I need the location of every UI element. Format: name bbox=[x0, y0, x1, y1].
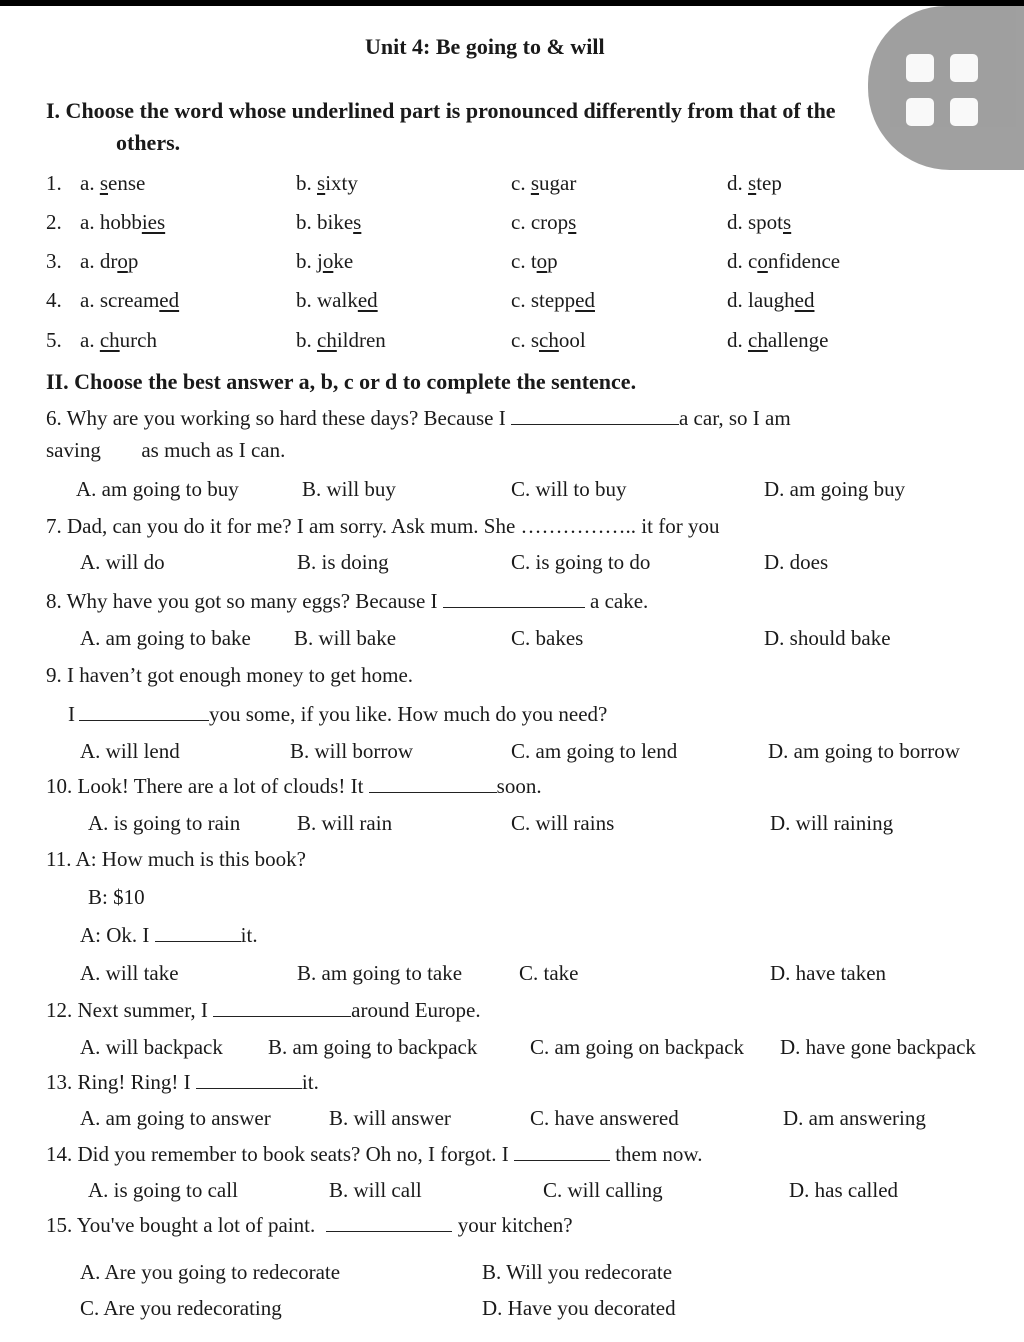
q1-option-c[interactable] bbox=[511, 170, 576, 196]
q15-option-a[interactable]: A. Are you going to redecorate bbox=[80, 1260, 341, 1284]
option-text: ense bbox=[108, 171, 146, 195]
q15-option-d[interactable]: D. Have you decorated bbox=[482, 1296, 676, 1320]
underlined-part: o bbox=[322, 249, 334, 273]
q14-option-c[interactable]: C. will calling bbox=[543, 1178, 663, 1202]
q14-option-b[interactable]: B. will call bbox=[329, 1178, 422, 1202]
q13-option-a[interactable]: A. am going to answer bbox=[80, 1106, 271, 1130]
option-text: ool bbox=[558, 328, 586, 352]
answer-blank[interactable] bbox=[213, 998, 351, 1017]
option-text: d. bbox=[727, 328, 748, 352]
option-text: p bbox=[547, 249, 558, 273]
q2-option-b[interactable] bbox=[296, 209, 361, 235]
question-10-text: 10. Look! There are a lot of clouds! It bbox=[46, 774, 364, 798]
q3-option-b[interactable] bbox=[296, 248, 353, 274]
question-13 bbox=[46, 1069, 319, 1095]
answer-blank[interactable] bbox=[326, 1213, 452, 1232]
q8-option-d[interactable]: D. should bake bbox=[764, 626, 891, 650]
question-number: 5. bbox=[46, 328, 62, 352]
underlined-part: ed bbox=[357, 288, 378, 312]
grid-square-icon bbox=[950, 98, 978, 126]
question-9-text-pre: I bbox=[68, 702, 75, 726]
q7-option-c[interactable]: C. is going to do bbox=[511, 550, 651, 574]
grid-square-icon bbox=[950, 54, 978, 82]
option-text: b. walk bbox=[296, 288, 358, 312]
question-12-text-end: around Europe. bbox=[351, 998, 481, 1022]
grid-square-icon bbox=[906, 98, 934, 126]
question-number: 2. bbox=[46, 210, 62, 234]
underlined-part: s bbox=[99, 171, 109, 195]
option-text: ixty bbox=[325, 171, 358, 195]
option-text: ugar bbox=[539, 171, 577, 195]
q6-option-c[interactable]: C. will to buy bbox=[511, 477, 627, 501]
question-10 bbox=[46, 773, 542, 799]
question-9-text-post: you some, if you like. How much do you need? bbox=[209, 702, 608, 726]
question-6-text: 6. Why are you working so hard these days? Because I bbox=[46, 406, 506, 430]
q8-option-c[interactable]: C. bakes bbox=[511, 626, 584, 650]
question-11-text: 11. A: How much is this book? bbox=[46, 847, 306, 871]
underlined-part: s bbox=[748, 171, 757, 195]
q15-option-b[interactable]: B. Will you redecorate bbox=[482, 1260, 673, 1284]
option-text: b. j bbox=[296, 249, 323, 273]
underlined-part: ch bbox=[748, 328, 768, 352]
underlined-part: o bbox=[757, 249, 768, 273]
question-15 bbox=[46, 1212, 573, 1238]
question-9-cont bbox=[68, 701, 607, 727]
question-11-cont bbox=[80, 922, 258, 948]
question-12 bbox=[46, 997, 481, 1023]
q4-option-b[interactable] bbox=[296, 287, 378, 313]
q10-option-a[interactable]: A. is going to rain bbox=[88, 811, 241, 835]
underlined-part: ies bbox=[141, 210, 166, 234]
underlined-part: s bbox=[317, 171, 326, 195]
option-text: b. bbox=[296, 328, 317, 352]
question-10-text-end: soon. bbox=[496, 774, 542, 798]
option-text: a. scream bbox=[80, 288, 160, 312]
q3-option-c[interactable] bbox=[511, 248, 558, 274]
question-15-text-end: your kitchen? bbox=[457, 1213, 573, 1237]
option-text: b. bike bbox=[296, 210, 354, 234]
answer-blank[interactable] bbox=[369, 774, 497, 793]
question-11-text-post: it. bbox=[240, 923, 258, 947]
q13-option-c[interactable]: C. have answered bbox=[530, 1106, 679, 1130]
q5-option-a[interactable] bbox=[80, 327, 157, 353]
answer-blank[interactable] bbox=[514, 1142, 610, 1161]
q2-option-a[interactable] bbox=[80, 209, 165, 235]
option-text: a. bbox=[80, 171, 100, 195]
q11-option-a[interactable]: A. will take bbox=[80, 961, 179, 985]
underlined-part: ch bbox=[99, 328, 120, 352]
answer-blank[interactable] bbox=[443, 589, 585, 608]
q7-option-b[interactable]: B. is doing bbox=[297, 550, 389, 574]
option-text: nfidence bbox=[767, 249, 841, 273]
question-6-text-2a: saving bbox=[46, 438, 101, 462]
question-number: 1. bbox=[46, 171, 62, 195]
q10-option-b[interactable]: B. will rain bbox=[297, 811, 393, 835]
option-text: a. hobb bbox=[80, 210, 142, 234]
question-6 bbox=[46, 405, 791, 431]
section-1-heading: I. Choose the word whose underlined part is pronounced differently from that of the bbox=[46, 98, 836, 123]
answer-blank[interactable] bbox=[79, 702, 209, 721]
option-text: a. dr bbox=[80, 249, 118, 273]
q5-option-c[interactable] bbox=[511, 327, 586, 353]
option-text: c. s bbox=[511, 328, 539, 352]
option-text: p bbox=[127, 249, 139, 273]
underlined-part: s bbox=[530, 171, 540, 195]
section-1-heading-cont: others. bbox=[116, 130, 181, 155]
question-7-text: 7. Dad, can you do it for me? I am sorry. Ask mum. She …………….. it for you bbox=[46, 514, 720, 538]
q1-option-b[interactable] bbox=[296, 170, 358, 196]
q1-option-d[interactable] bbox=[727, 170, 782, 196]
underlined-part: o bbox=[536, 249, 548, 273]
q7-option-d[interactable]: D. does bbox=[764, 550, 829, 574]
q5-option-d[interactable] bbox=[727, 327, 828, 353]
question-8-text: 8. Why have you got so many eggs? Because I bbox=[46, 589, 438, 613]
option-text: d. spot bbox=[727, 210, 784, 234]
q12-option-a[interactable]: A. will backpack bbox=[80, 1035, 223, 1059]
answer-blank[interactable] bbox=[196, 1070, 302, 1089]
q6-option-a[interactable]: A. am going to buy bbox=[76, 477, 239, 501]
page-title: Unit 4: Be going to & will bbox=[365, 34, 605, 59]
question-13-text: 13. Ring! Ring! I bbox=[46, 1070, 191, 1094]
q3-option-d[interactable] bbox=[727, 248, 840, 274]
q9-option-d[interactable]: D. am going to borrow bbox=[768, 739, 960, 763]
q14-option-a[interactable]: A. is going to call bbox=[88, 1178, 238, 1202]
q5-option-b[interactable] bbox=[296, 327, 386, 353]
option-text: ildren bbox=[336, 328, 386, 352]
question-14 bbox=[46, 1141, 702, 1167]
q9-option-c[interactable]: C. am going to lend bbox=[511, 739, 678, 763]
question-15-text: 15. You've bought a lot of paint. bbox=[46, 1213, 316, 1237]
q10-option-c[interactable]: C. will rains bbox=[511, 811, 615, 835]
underlined-part: ed bbox=[794, 288, 815, 312]
q2-option-c[interactable] bbox=[511, 209, 576, 235]
underlined-part: s bbox=[783, 210, 792, 234]
q11-option-d[interactable]: D. have taken bbox=[770, 961, 887, 985]
question-8-text-end: a cake. bbox=[590, 589, 649, 613]
option-text: d. c bbox=[727, 249, 758, 273]
q9-option-a[interactable]: A. will lend bbox=[80, 739, 180, 763]
q11-option-b[interactable]: B. am going to take bbox=[297, 961, 463, 985]
q9-option-b[interactable]: B. will borrow bbox=[290, 739, 414, 763]
grid-square-icon bbox=[906, 54, 934, 82]
option-text: tep bbox=[756, 171, 782, 195]
option-text: urch bbox=[119, 328, 157, 352]
underlined-part: s bbox=[353, 210, 362, 234]
underlined-part: s bbox=[568, 210, 577, 234]
question-6-text-2b: as much as I can. bbox=[141, 438, 286, 462]
q4-option-d[interactable] bbox=[727, 287, 814, 313]
question-number: 4. bbox=[46, 288, 62, 312]
q12-option-b[interactable]: B. am going to backpack bbox=[268, 1035, 478, 1059]
q15-option-c[interactable]: C. Are you redecorating bbox=[80, 1296, 282, 1320]
underlined-part: ed bbox=[575, 288, 595, 312]
q4-option-a[interactable] bbox=[80, 287, 179, 313]
question-6-cont bbox=[46, 437, 285, 463]
answer-blank[interactable] bbox=[155, 923, 241, 942]
underlined-part: ch bbox=[317, 328, 337, 352]
q13-option-d[interactable]: D. am answering bbox=[783, 1106, 926, 1130]
question-12-text: 12. Next summer, I bbox=[46, 998, 208, 1022]
floating-menu-button[interactable] bbox=[868, 6, 1024, 170]
q6-option-d[interactable]: D. am going buy bbox=[764, 477, 906, 501]
question-11-response: B: $10 bbox=[88, 885, 145, 909]
question-6-text-end: a car, so I am bbox=[678, 406, 791, 430]
option-text: d. bbox=[727, 171, 748, 195]
q13-option-b[interactable]: B. will answer bbox=[329, 1106, 451, 1130]
q7-option-a[interactable]: A. will do bbox=[80, 550, 165, 574]
option-text: c. crop bbox=[511, 210, 569, 234]
underlined-part: ch bbox=[539, 328, 559, 352]
question-8 bbox=[46, 588, 648, 614]
option-text: a. bbox=[80, 328, 100, 352]
q8-option-a[interactable]: A. am going to bake bbox=[80, 626, 251, 650]
answer-blank[interactable] bbox=[511, 406, 679, 425]
option-text: c. stepp bbox=[511, 288, 576, 312]
question-14-text-end: them now. bbox=[615, 1142, 703, 1166]
q12-option-d[interactable]: D. have gone backpack bbox=[780, 1035, 976, 1059]
question-number: 3. bbox=[46, 249, 62, 273]
q8-option-b[interactable]: B. will bake bbox=[294, 626, 397, 650]
question-9-text: 9. I haven’t got enough money to get home. bbox=[46, 663, 414, 687]
option-text: d. laugh bbox=[727, 288, 795, 312]
option-text: ke bbox=[333, 249, 354, 273]
section-2-heading: II. Choose the best answer a, b, c or d to complete the sentence. bbox=[46, 369, 637, 394]
q11-option-c[interactable]: C. take bbox=[519, 961, 579, 985]
q3-option-a[interactable] bbox=[80, 248, 138, 274]
option-text: c. t bbox=[511, 249, 537, 273]
q10-option-d[interactable]: D. will raining bbox=[770, 811, 894, 835]
question-14-text: 14. Did you remember to book seats? Oh no, I forgot. I bbox=[46, 1142, 509, 1166]
q4-option-c[interactable] bbox=[511, 287, 595, 313]
q2-option-d[interactable] bbox=[727, 209, 791, 235]
question-11-text-pre: A: Ok. I bbox=[80, 923, 150, 947]
q12-option-c[interactable]: C. am going on backpack bbox=[530, 1035, 745, 1059]
q14-option-d[interactable]: D. has called bbox=[789, 1178, 899, 1202]
underlined-part: o bbox=[117, 249, 128, 273]
option-text: c. bbox=[511, 171, 531, 195]
option-text: allenge bbox=[767, 328, 829, 352]
underlined-part: ed bbox=[159, 288, 180, 312]
question-13-text-end: it. bbox=[301, 1070, 319, 1094]
q6-option-b[interactable]: B. will buy bbox=[302, 477, 396, 501]
option-text: b. bbox=[296, 171, 317, 195]
q1-option-a[interactable] bbox=[80, 170, 145, 196]
